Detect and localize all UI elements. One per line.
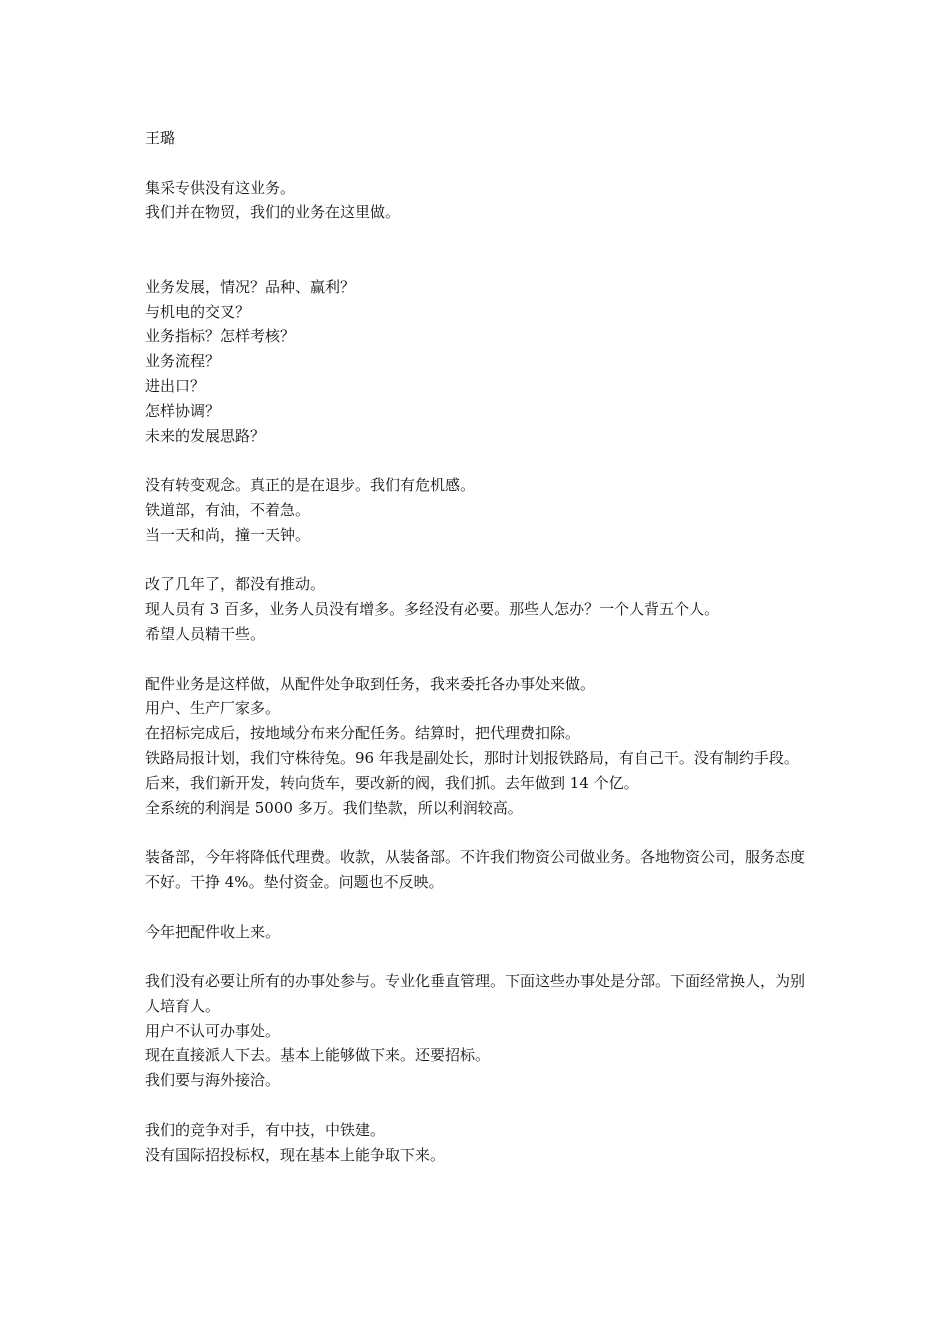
spacer [145,225,810,275]
author-name: 王璐 [145,129,176,147]
paragraph-line: 没有转变观念。真正的是在退步。我们有危机感。 [145,476,476,495]
spacer [145,944,810,969]
paragraph-line: 后来，我们新开发，转向货车，要改新的阀，我们抓。去年做到 14 个亿。 [145,773,639,792]
paragraph-line: 我们的竞争对手，有中技，中铁建。 [145,1120,386,1139]
spacer [145,151,810,176]
spacer [145,1093,810,1118]
paragraph-line: 配件业务是这样做，从配件处争取到任务，我来委托各办事处来做。 [145,674,596,693]
paragraph-line: 铁道部，有油，不着急。 [145,500,311,519]
paragraph-line: 用户、生产厂家多。 [145,699,281,718]
paragraph-line: 没有国际招投标权，现在基本上能争取下来。 [145,1145,446,1164]
spacer [145,548,810,573]
spacer [145,895,810,920]
question-line: 未来的发展思路？ [145,426,266,445]
paragraph-line: 今年把配件收上来。 [145,922,281,941]
document-body [145,126,810,1167]
question-line: 业务指标？怎样考核？ [145,327,296,346]
question-line: 进出口？ [145,376,206,395]
paragraph-line: 当一天和尚，撞一天钟。 [145,525,311,544]
paragraph-line: 希望人员精干些。 [145,624,266,643]
paragraph-line: 现人员有 3 百多，业务人员没有增多。多经没有必要。那些人怎办？一个人背五个人。 [145,600,720,619]
paragraph-line: 全系统的利润是 5000 多万。我们垫款，所以利润较高。 [145,798,523,817]
paragraph-line: 铁路局报计划，我们守株待兔。96 年我是副处长，那时计划报铁路局，有自己干。没有制约手段。 [145,748,799,767]
paragraph-line: 我们并在物贸，我们的业务在这里做。 [145,203,401,222]
spacer [145,448,810,473]
paragraph-line: 用户不认可办事处。 [145,1021,281,1040]
paragraph-line: 我们要与海外接洽。 [145,1071,281,1090]
spacer [145,647,810,672]
question-line: 与机电的交叉？ [145,302,251,321]
paragraph-line: 我们没有必要让所有的办事处参与。专业化垂直管理。下面这些办事处是分部。下面经常换人，为别人培育人。 [145,972,806,1015]
paragraph-line: 装备部，今年将降低代理费。收款，从装备部。不许我们物资公司做业务。各地物资公司，服务态度不好。干挣 4%。垫付资金。问题也不反映。 [145,848,806,891]
paragraph-line: 现在直接派人下去。基本上能够做下来。还要招标。 [145,1046,491,1065]
spacer [145,820,810,845]
question-line: 业务流程？ [145,352,221,371]
paragraph-line: 改了几年了，都没有推动。 [145,575,326,594]
paragraph-line: 集采专供没有这业务。 [145,178,296,197]
question-line: 业务发展，情况？品种、赢利？ [145,277,356,296]
paragraph-line: 在招标完成后，按地域分布来分配任务。结算时，把代理费扣除。 [145,724,581,743]
question-line: 怎样协调？ [145,401,221,420]
